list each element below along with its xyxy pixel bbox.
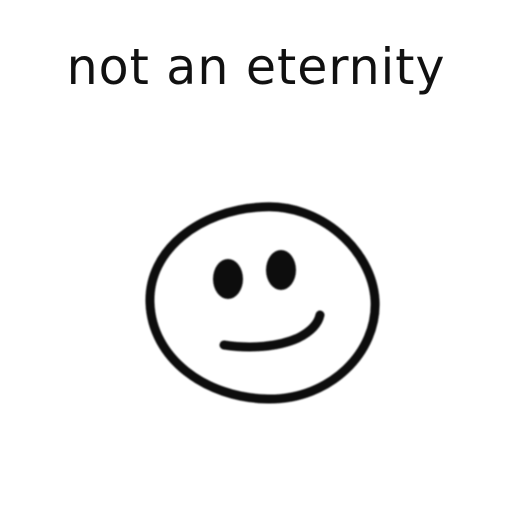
right-eye xyxy=(266,250,296,290)
left-eye xyxy=(213,259,243,299)
face-outline xyxy=(150,207,375,399)
caption-text: not an eternity xyxy=(66,38,446,96)
smile-mouth xyxy=(224,315,320,347)
